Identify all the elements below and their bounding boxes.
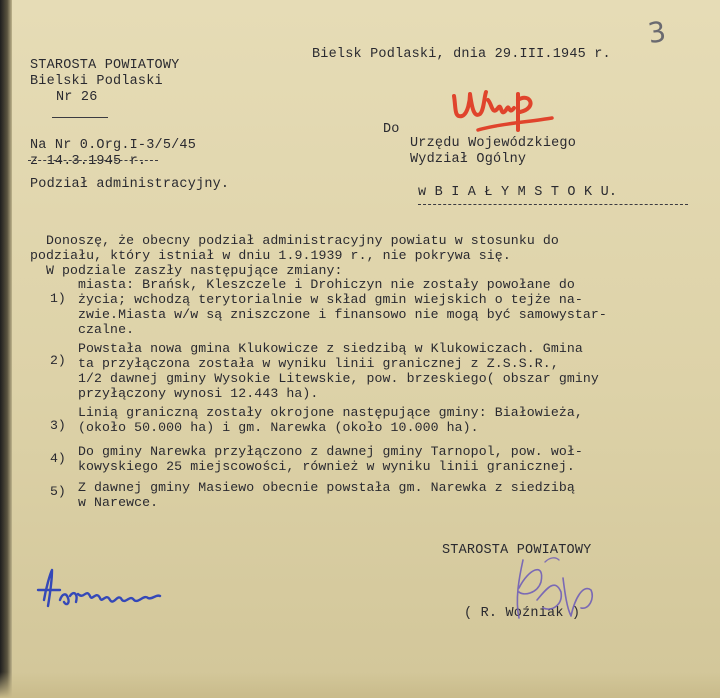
recipient-line-3: w B I A Ł Y M S T O K U. [418,185,618,200]
recipient-dashed-underline [418,204,688,205]
blue-handwritten-note [36,560,166,620]
item-number: 2) [50,353,66,368]
recipient-line-1: Urzędu Wojewódzkiego [410,136,577,151]
item-number: 5) [50,484,66,499]
scan-edge [0,0,12,698]
item-line: Do gminy Narewka przyłączono z dawnej gminy Tarnopol, pow. woł- [78,444,583,459]
item-line: (około 50.000 ha) i gm. Narewka (około 10.000 ha). [78,420,479,435]
recipient-prefix: Do [383,122,400,137]
item-number: 4) [50,451,66,466]
body-intro-line-3: W podziale zaszły następujące zmiany: [46,263,343,278]
page-number: 3 [645,14,669,51]
signature-title: STAROSTA POWIATOWY [442,543,592,558]
item-number: 3) [50,418,66,433]
item-line: 1/2 dawnej gminy Wysokie Litewskie, pow. brzeskiego( obszar gminy [78,371,599,386]
item-line: w Narewce. [78,495,159,510]
item-line: ta przyłączona została w wyniku linii granicznej z Z.S.S.R., [78,356,559,371]
reference-underline [28,160,158,161]
item-line: kowyskiego 25 miejscowości, również w wyniku linii granicznej. [78,459,575,474]
subject: Podział administracyjny. [30,177,230,192]
item-line: Linią graniczną zostały okrojone następujące gminy: Białowieża, [78,405,583,420]
item-line: zwie.Miasta w/w są zniszczone i finansowo nie mogą być samowystar- [78,307,607,322]
sender-line-1: STAROSTA POWIATOWY [30,58,180,73]
item-number: 1) [50,291,66,306]
item-line: Z dawnej gminy Masiewo obecnie powstała gm. Narewka z siedzibą [78,480,575,495]
paper-fold-shadow [0,672,720,698]
place-date: Bielsk Podlaski, dnia 29.III.1945 r. [312,47,611,62]
recipient-line-2: Wydział Ogólny [410,152,527,167]
red-pencil-initials-mark [448,78,558,138]
sender-underline [52,117,108,118]
item-line: Powstała nowa gmina Klukowicze z siedzibą w Klukowiczach. Gmina [78,341,583,356]
body-intro-line-1: Donoszę, że obecny podział administracyjny powiatu w stosunku do [46,233,559,248]
sender-line-2: Bielski Podlaski [30,74,163,89]
item-line: przyłączony wynosi 12.443 ha). [78,386,319,401]
signature-name: ( R. Woźniak ) [464,606,581,621]
handwritten-signature [505,548,615,638]
item-line: czalne. [78,322,135,337]
reference-line-1: Na Nr 0.Org.I-3/5/45 [30,138,197,153]
sender-line-3: Nr 26 [56,90,98,105]
item-line: miasta: Brańsk, Kleszczele i Drohiczyn nie zostały powołane do [78,277,575,292]
item-line: życia; wchodzą terytorialnie w skład gmin wiejskich o tejże na- [78,292,583,307]
body-intro-line-2: podziału, który istniał w dniu 1.9.1939 r., nie pokrywa się. [30,248,511,263]
reference-line-2: z 14.3.1945 r. [30,154,147,169]
